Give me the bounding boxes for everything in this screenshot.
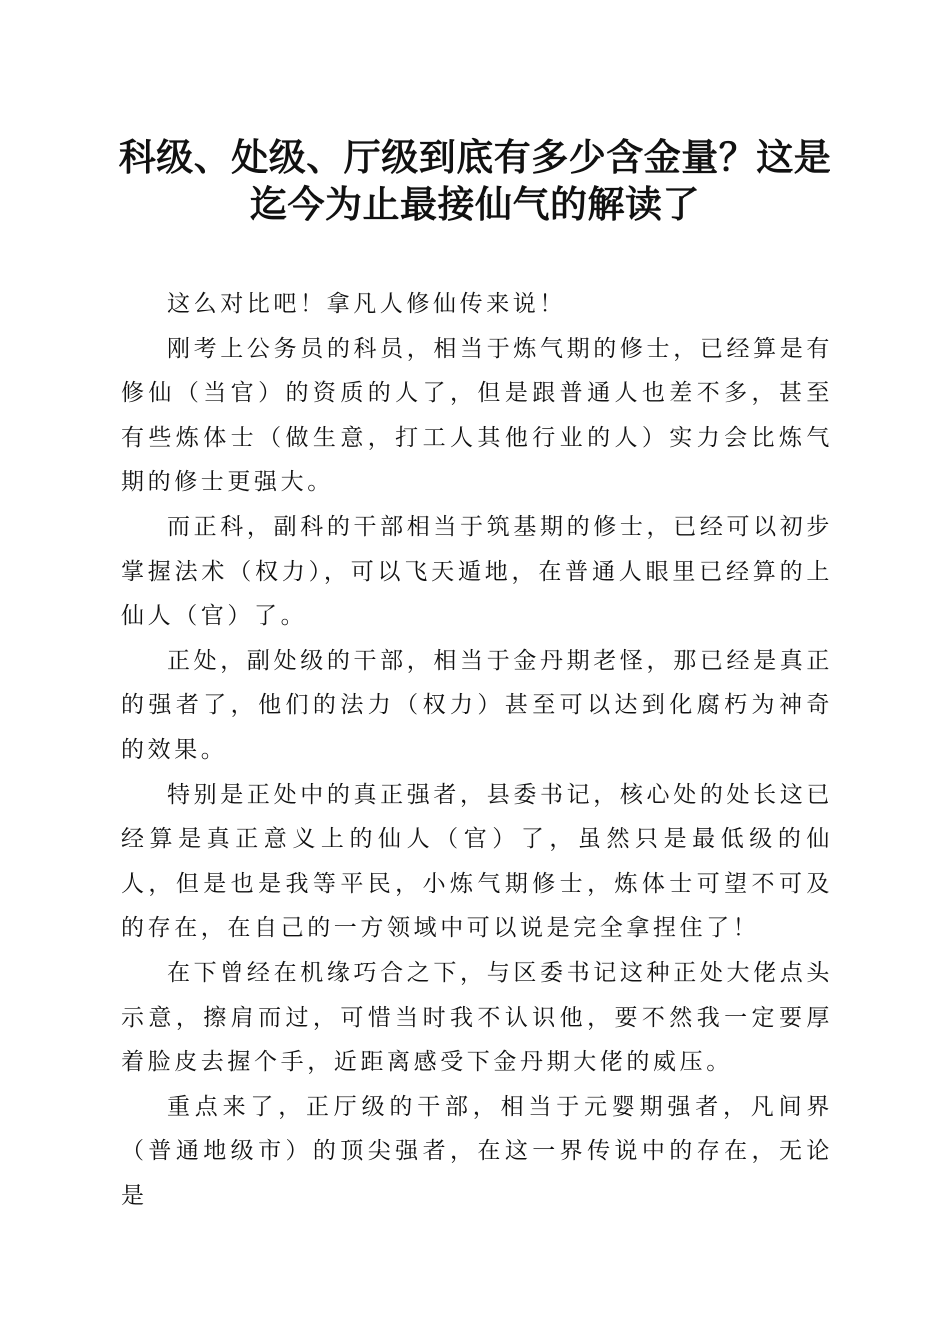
article-body [121, 282, 833, 1218]
paragraph: 重点来了，正厅级的干部，相当于元婴期强者，凡间界（普通地级市）的顶尖强者，在这一界传说中的存在，无论是 [121, 1093, 833, 1209]
paragraph: 而正科，副科的干部相当于筑基期的修士，已经可以初步掌握法术（权力），可以飞天遁地，在普通人眼里已经算的上仙人（官）了。 [121, 513, 833, 630]
paragraph: 刚考上公务员的科员，相当于炼气期的修士，已经算是有修仙（当官）的资质的人了，但是跟普通人也差不多，甚至有些炼体士（做生意，打工人其他行业的人）实力会比炼气期的修士更强大。 [121, 335, 833, 496]
paragraph: 在下曾经在机缘巧合之下，与区委书记这种正处大佬点头示意，擦肩而过，可惜当时我不认识他，要不然我一定要厚着脸皮去握个手，近距离感受下金丹期大佬的威压。 [121, 959, 833, 1076]
paragraph: 这么对比吧！拿凡人修仙传来说！ [167, 291, 566, 317]
paragraph: 特别是正处中的真正强者，县委书记，核心处的处长这已经算是真正意义上的仙人（官）了，虽然只是最低级的仙人，但是也是我等平民，小炼气期修士，炼体士可望不可及的存在，在自己的一方领域中可以说是完全拿捏住了！ [121, 781, 833, 942]
paragraph: 正处，副处级的干部，相当于金丹期老怪，那已经是真正的强者了，他们的法力（权力）甚至可以达到化腐朽为神奇的效果。 [121, 647, 833, 763]
article-title: 科级、处级、厅级到底有多少含金量？这是迄今为止最接仙气的解读了 [118, 135, 832, 226]
